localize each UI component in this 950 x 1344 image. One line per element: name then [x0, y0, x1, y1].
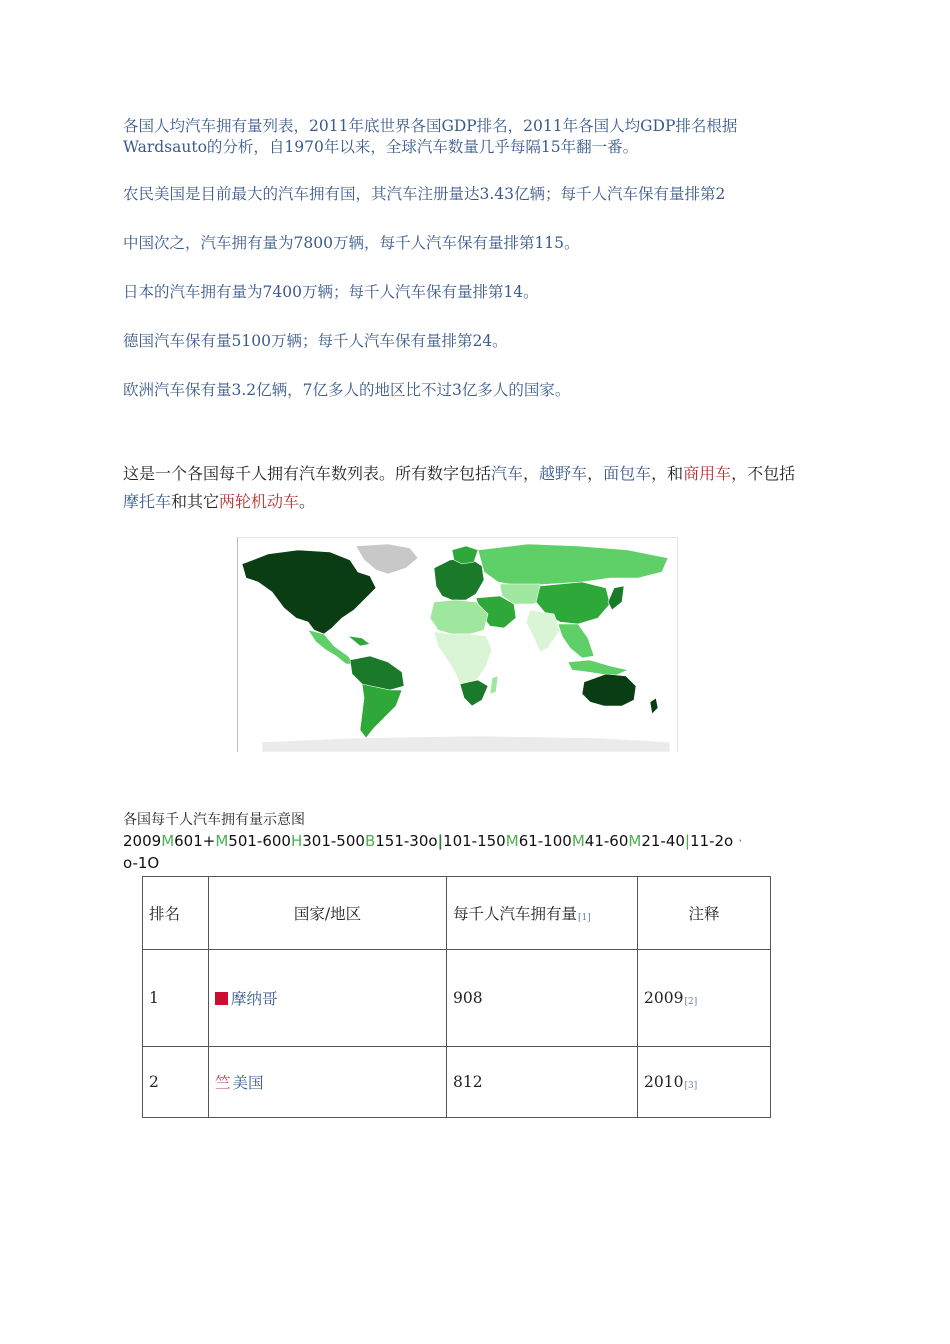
- intro-text: 。: [299, 492, 316, 511]
- car-ownership-table: [142, 876, 771, 1118]
- world-map: [237, 537, 678, 752]
- legend-dot: ·: [738, 832, 743, 850]
- cell-note: [638, 1047, 771, 1118]
- legend-range: 21-40: [641, 832, 685, 850]
- legend-range: 11-2o: [689, 832, 734, 850]
- paragraph-japan: 日本的汽车拥有量为7400万辆；每千人汽车保有量排第14。: [123, 283, 539, 301]
- cell-rank: 1: [143, 950, 209, 1047]
- legend-year: 2009: [123, 832, 162, 850]
- legend-range: 151-30o: [375, 832, 438, 850]
- header-rank: 排名: [143, 877, 209, 950]
- legend-swatch: H: [290, 832, 303, 850]
- legend-swatch: M: [628, 832, 642, 850]
- list-intro: [123, 460, 803, 516]
- intro-text: 和其它: [171, 492, 220, 511]
- table-row: [143, 1047, 771, 1118]
- header-value: [447, 877, 638, 950]
- legend-swatch: |: [684, 832, 690, 850]
- europe: [434, 558, 484, 600]
- header-value-ref[interactable]: [1]: [578, 913, 591, 923]
- country-link-usa[interactable]: 美国: [232, 1074, 264, 1092]
- cell-value: 812: [447, 1047, 638, 1118]
- legend-swatch: M: [215, 832, 229, 850]
- paragraph-germany: 德国汽车保有量5100万辆；每千人汽车保有量排第24。: [123, 332, 508, 350]
- legend-range: o-1O: [123, 854, 160, 872]
- note-ref[interactable]: [3]: [684, 1081, 698, 1091]
- link-suv[interactable]: 越野车: [539, 464, 588, 483]
- header-value-label: 每千人汽车拥有量: [453, 905, 578, 923]
- cell-note: [638, 950, 771, 1047]
- legend-range: 601+: [174, 832, 216, 850]
- legend-range: 41-60: [584, 832, 629, 850]
- link-motorcycle[interactable]: 摩托车: [123, 492, 172, 511]
- legend-swatch: M: [161, 832, 175, 850]
- legend-swatch: M: [571, 832, 585, 850]
- legend-swatch: |: [437, 832, 444, 850]
- legend-range: 61-100: [518, 832, 572, 850]
- cell-rank: 2: [143, 1047, 209, 1118]
- world-map-image: [238, 538, 677, 752]
- cell-country: [209, 1047, 447, 1118]
- intro-text: 这是一个各国每千人拥有汽车数列表。所有数字包括: [123, 464, 492, 483]
- header-note: 注释: [638, 877, 771, 950]
- map-legend: [123, 830, 803, 874]
- paragraph-overview-line2: Wardsauto的分析，自1970年以来，全球汽车数量几乎每隔15年翻一番。: [123, 138, 639, 156]
- intro-text: ，不包括: [731, 464, 796, 483]
- legend-range: 501-600: [228, 832, 291, 850]
- map-caption: 各国每千人汽车拥有量示意图: [123, 812, 305, 828]
- paragraph-china: 中国次之，汽车拥有量为7800万辆，每千人汽车保有量排第115。: [123, 234, 580, 252]
- paragraph-overview-line1: 各国人均汽车拥有量列表，2011年底世界各国GDP排名，2011年各国人均GDP排名根据: [123, 117, 738, 135]
- header-country: 国家/地区: [209, 877, 447, 950]
- monaco-flag-icon: [215, 992, 228, 1005]
- paragraph-usa: 农民美国是目前最大的汽车拥有国，其汽车注册量达3.43亿辆；每千人汽车保有量排第2: [123, 185, 726, 203]
- north-africa: [430, 600, 488, 634]
- legend-range: 301-500: [302, 832, 365, 850]
- note-ref[interactable]: [2]: [684, 997, 698, 1007]
- link-van[interactable]: 面包车: [603, 464, 652, 483]
- link-cars[interactable]: 汽车: [491, 464, 524, 483]
- legend-swatch: M: [505, 832, 519, 850]
- link-commercial-vehicle[interactable]: 商用车: [683, 464, 732, 483]
- paragraph-europe: 欧洲汽车保有量3.2亿辆，7亿多人的地区比不过3亿多人的国家。: [123, 381, 571, 399]
- note-year: 2009: [644, 989, 684, 1007]
- table-header-row: [143, 877, 771, 950]
- paragraph-overview: [123, 116, 737, 158]
- cell-value: 908: [447, 950, 638, 1047]
- intro-text: ，和: [651, 464, 684, 483]
- legend-range: 101-150: [443, 832, 506, 850]
- usa-flag-icon: 竺: [215, 1074, 231, 1092]
- legend-swatch: B: [364, 832, 376, 850]
- intro-sep: ，: [523, 464, 540, 483]
- note-year: 2010: [644, 1073, 684, 1091]
- country-link-monaco[interactable]: 摩纳哥: [231, 990, 278, 1008]
- intro-sep: ，: [587, 464, 604, 483]
- table-row: [143, 950, 771, 1047]
- link-two-wheeler[interactable]: 两轮机动车: [219, 492, 300, 511]
- cell-country: [209, 950, 447, 1047]
